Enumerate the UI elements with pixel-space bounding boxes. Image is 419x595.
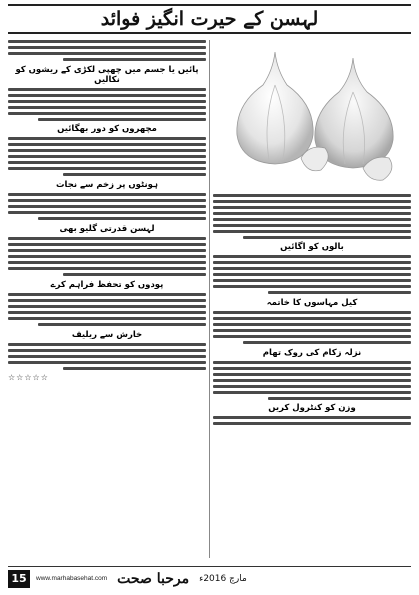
section-cold-prevention — [213, 347, 411, 400]
body-text — [8, 88, 206, 121]
body-text — [8, 237, 206, 276]
section-heading: وزن کو کنٹرول کریں — [268, 403, 356, 413]
section-heading: کیل مہاسوں کا خاتمہ — [266, 298, 358, 308]
body-text — [213, 311, 411, 344]
article-title: لہسن کے حیرت انگیز فوائد — [100, 8, 319, 30]
section-heading: خارش سے ریلیف — [71, 330, 143, 340]
body-text — [8, 343, 206, 370]
section-heading: پودوں کو تحفظ فراہم کرے — [50, 280, 164, 290]
body-text — [8, 137, 206, 176]
left-intro — [8, 40, 206, 61]
section-itch-relief — [8, 329, 206, 382]
left-column — [8, 40, 206, 560]
section-heading: پائیں یا جسم میں چھپی لکڑی کے ریشوں کو نکالیں — [15, 65, 199, 85]
website-url[interactable]: www.marhabasehat.com — [36, 574, 108, 582]
magazine-name: مرحبا صحت — [117, 570, 190, 587]
body-text — [213, 255, 411, 294]
page-footer — [8, 566, 411, 590]
section-heading: لہسن قدرتی گلیو بھی — [59, 224, 155, 234]
page-number: 15 — [8, 570, 30, 588]
title-banner — [8, 4, 411, 34]
section-natural-glue — [8, 223, 206, 276]
right-column — [213, 40, 411, 560]
section-heading: مچھروں کو دور بھگائیں — [57, 124, 157, 134]
issue-date: مارچ 2016ء — [199, 573, 247, 584]
end-mark-stars: ☆☆☆☆☆ — [8, 373, 49, 382]
section-weight-control — [213, 403, 411, 425]
section-acne — [213, 297, 411, 344]
right-intro — [213, 194, 411, 239]
section-mosquitoes — [8, 124, 206, 176]
section-heading: بالوں کو اگائیں — [280, 242, 344, 252]
body-text — [213, 194, 411, 239]
section-hair-growth — [213, 242, 411, 294]
section-plant-protection — [8, 279, 206, 326]
garlic-bulbs-icon — [213, 40, 411, 190]
section-splinter — [8, 64, 206, 121]
body-text — [8, 193, 206, 220]
body-text — [213, 416, 411, 425]
section-lip-sores — [8, 179, 206, 220]
garlic-image — [213, 40, 411, 190]
section-heading: نزلہ زکام کی روک تھام — [262, 348, 362, 358]
column-divider — [209, 40, 210, 558]
body-text — [8, 293, 206, 326]
body-text — [8, 40, 206, 61]
section-heading: ہونٹوں پر زخم سے نجات — [56, 180, 158, 190]
body-text — [213, 361, 411, 400]
